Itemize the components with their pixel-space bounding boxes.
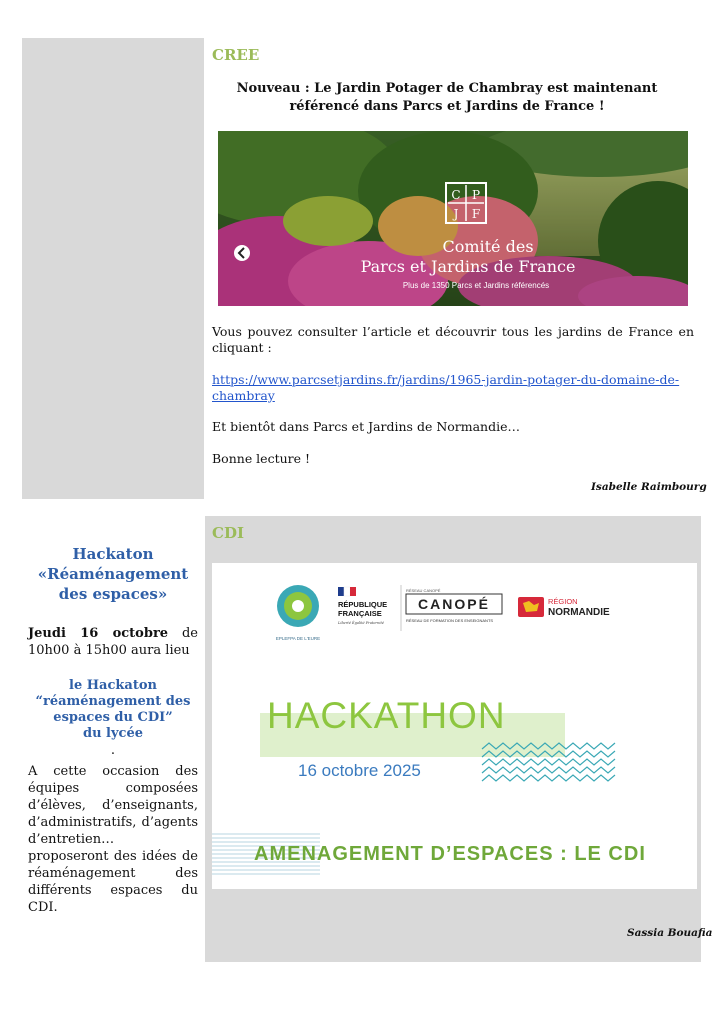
rf-motto: Liberté Égalité Fraternité [338, 621, 384, 625]
event-line-3: espaces du CDI” [53, 710, 173, 725]
canope-logo [406, 588, 502, 623]
hackaton-date: Jeudi 16 octobre [28, 626, 169, 641]
logo-letter-f: F [471, 207, 481, 221]
image-title-line-2: Parcs et Jardins de France [360, 257, 576, 276]
hackaton-when [28, 625, 198, 659]
cree-paragraph-1: Vous pouvez consulter l’article et découvrir tous les jardins de France en cliquant : [212, 324, 694, 355]
headline-line-2: référencé dans Parcs et Jardins de France ! [289, 99, 605, 114]
hackaton-event [28, 678, 198, 742]
hackaton-dot: . [110, 743, 116, 758]
link-line-1[interactable]: https://www.parcsetjardins.fr/jardins/1965-jardin-potager-du-domaine-de- [212, 372, 680, 387]
hackaton-body: A cette occasion des équipes composées d’élèves, d’enseignants, d’administratifs, d’agents d’entretien… proposeront des idées de réaménagement des différents espaces du CDI. [28, 764, 198, 915]
canope-name: CANOPÉ [418, 596, 490, 612]
cdi-signature: Sassia Bouafia [627, 927, 713, 939]
logo-letter-p: P [471, 188, 481, 202]
canope-top: RÉSEAU CANOPÉ [406, 588, 441, 593]
region-line-1: RÉGION [548, 597, 578, 606]
headline-line-1: Nouveau : Le Jardin Potager de Chambray est maintenant [236, 81, 658, 96]
cree-article-link[interactable] [212, 372, 694, 404]
link-line-2[interactable]: chambray [212, 388, 275, 403]
hackaton-title-line-2: «Réaménagement [37, 565, 189, 583]
cree-paragraph-3: Bonne lecture ! [212, 451, 311, 466]
region-normandie-logo [518, 597, 610, 618]
logo-letter-j: J [453, 207, 459, 221]
hackaton-title [28, 544, 198, 604]
eplefpa-caption: EPLEFPA DE L'EURE [275, 636, 321, 641]
canope-sub: RÉSEAU DE FORMATION DES ENSEIGNANTS [406, 618, 494, 623]
poster-subtitle: AMENAGEMENT D’ESPACES : LE CDI [254, 843, 646, 865]
cree-signature: Isabelle Raimbourg [591, 481, 707, 493]
cree-headline [232, 80, 662, 116]
logo-letter-c: C [451, 188, 461, 202]
cdi-section-title: CDI [212, 524, 244, 542]
hackaton-time: de 10h00 à 15h00 aura lieu [28, 626, 198, 658]
cree-paragraph-2: Et bientôt dans Parcs et Jardins de Normandie… [212, 419, 521, 434]
hackaton-title-line-3: des espaces» [58, 585, 168, 603]
event-line-2: “réaménagement des [35, 694, 191, 709]
image-subtitle: Plus de 1350 Parcs et Jardins référencés [402, 281, 550, 290]
left-gray-panel [22, 38, 204, 499]
chevron-left-icon[interactable] [234, 245, 250, 261]
event-line-1: le Hackaton [69, 678, 157, 693]
hackaton-title-line-1: Hackaton [72, 545, 154, 563]
garden-banner-image [218, 131, 688, 306]
rf-line-2: FRANÇAISE [338, 609, 382, 618]
cree-section-title: CREE [212, 46, 260, 64]
poster-title: HACKATHON [267, 695, 506, 736]
republique-francaise-logo [337, 587, 387, 625]
region-line-2: NORMANDIE [548, 607, 610, 618]
event-line-4: du lycée [82, 726, 144, 741]
poster-date: 16 octobre 2025 [298, 761, 421, 780]
hackathon-poster [212, 563, 697, 889]
rf-line-1: RÉPUBLIQUE [338, 600, 388, 609]
image-title-line-1: Comité des [442, 237, 534, 256]
eplefpa-logo [276, 585, 320, 641]
